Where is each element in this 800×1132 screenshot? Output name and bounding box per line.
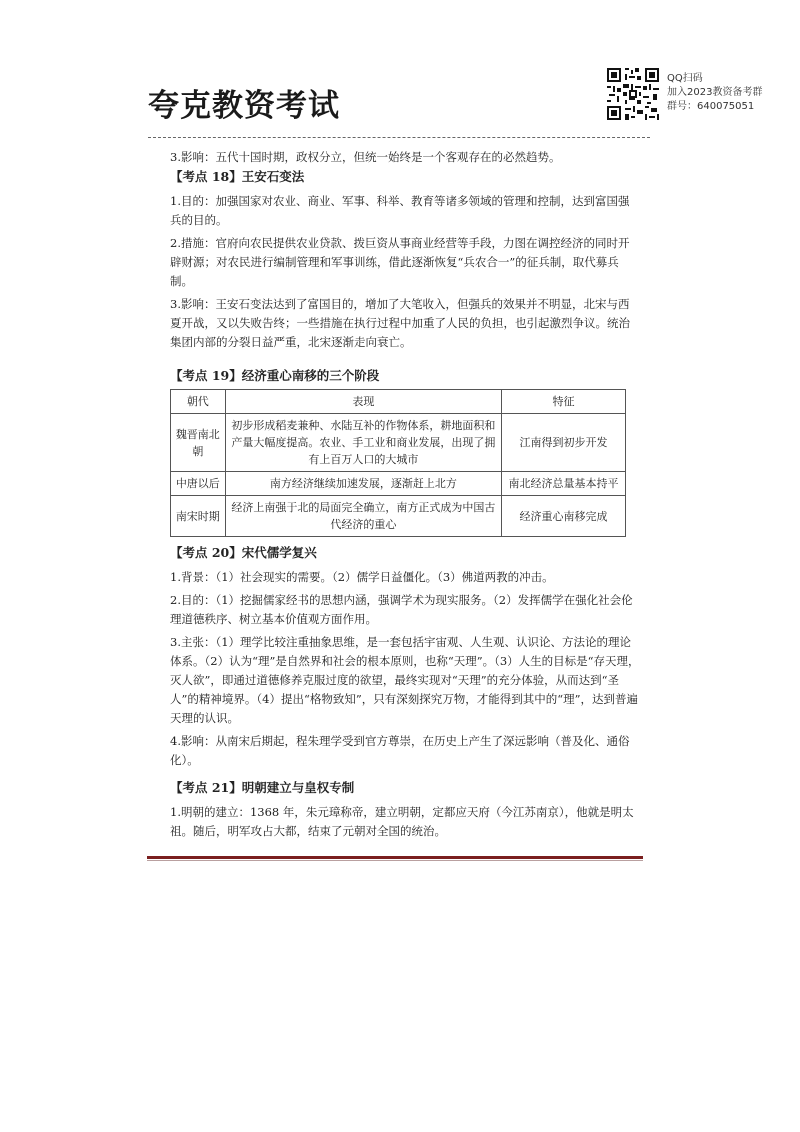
page-header — [0, 0, 800, 140]
footer-divider — [147, 856, 643, 859]
table-header-row — [171, 390, 626, 414]
qr-caption-line-3: 群号：640075051 — [667, 101, 755, 112]
table-cell-dynasty: 中唐以后 — [171, 472, 226, 496]
table-cell-feature: 经济重心南移完成 — [502, 496, 626, 537]
s17-impact: 3.影响：五代十国时期，政权分立，但统一始终是一个客观存在的必然趋势。 — [170, 150, 561, 164]
s18-measures: 2.措施：官府向农民提供农业贷款、拨巨资从事商业经营等手段，力图在调控经济的同时开辟财源；对农民进行编制管理和军事训练，借此逐渐恢复“兵农合一”的征兵制，取代募兵制。 — [170, 236, 630, 288]
qr-caption — [667, 72, 762, 114]
table-cell-performance: 南方经济继续加速发展，逐渐赶上北方 — [225, 472, 501, 496]
table-cell-feature: 南北经济总量基本持平 — [502, 472, 626, 496]
table-header-cell: 表现 — [225, 390, 501, 414]
footer-divider-thin — [147, 860, 643, 861]
table-row — [171, 414, 626, 472]
table-cell-performance: 经济上南强于北的局面完全确立，南方正式成为中国古代经济的重心 — [225, 496, 501, 537]
s18-heading: 【考点 18】王安石变法 — [170, 169, 305, 184]
table-row — [171, 472, 626, 496]
s18-impact: 3.影响：王安石变法达到了富国目的，增加了大笔收入，但强兵的效果并不明显，北宋与西夏开战，又以失败告终；一些措施在执行过程中加重了人民的负担，也引起激烈争议。统治集团内部的分裂日益严重，北宋逐渐走向衰亡。 — [170, 297, 630, 349]
s21-founding: 1.明朝的建立：1368 年，朱元璋称帝，建立明朝，定都应天府（今江苏南京），他就是明太祖。随后，明军攻占大都，结束了元朝对全国的统治。 — [170, 805, 634, 838]
qr-caption-line-1: QQ扫码 — [667, 73, 703, 84]
table-header-cell: 特征 — [502, 390, 626, 414]
table-cell-dynasty: 魏晋南北朝 — [171, 414, 226, 472]
s20-impact: 4.影响：从南宋后期起，程朱理学受到官方尊崇，在历史上产生了深远影响（普及化、通俗化）。 — [170, 734, 630, 767]
s20-background: 1.背景：（1）社会现实的需要。（2）儒学日益僵化。（3）佛道两教的冲击。 — [170, 570, 554, 584]
brand-logo: 夸克教资考试 — [148, 88, 340, 124]
s18-purpose: 1.目的：加强国家对农业、商业、军事、科举、教育等诸多领域的管理和控制，达到富国强兵的目的。 — [170, 194, 630, 227]
table-header-cell: 朝代 — [171, 390, 226, 414]
qr-caption-line-2: 加入2023教资备考群 — [667, 87, 763, 98]
economy-shift-table — [170, 389, 626, 537]
s20-purpose: 2.目的：（1）挖掘儒家经书的思想内涵，强调学术为现实服务。（2）发挥儒学在强化社会伦理道德秩序、树立基本价值观方面作用。 — [170, 593, 633, 626]
table-cell-dynasty: 南宋时期 — [171, 496, 226, 537]
qr-code-icon — [605, 66, 661, 122]
table-row — [171, 496, 626, 537]
s19-heading: 【考点 19】经济重心南移的三个阶段 — [170, 368, 380, 383]
document-body — [170, 148, 640, 841]
s21-heading: 【考点 21】明朝建立与皇权专制 — [170, 780, 355, 795]
table-cell-performance: 初步形成稻麦兼种、水陆互补的作物体系，耕地面积和产量大幅度提高。农业、手工业和商业发展，出现了拥有上百万人口的大城市 — [225, 414, 501, 472]
s20-claims: 3.主张：（1）理学比较注重抽象思维，是一套包括宇宙观、人生观、认识论、方法论的理论体系。（2）认为“理”是自然界和社会的根本原则，也称“天理”。（3）人生的目标是“存天理，灭人欲”，即通过道德修养克服过度的欲望，最终实现对“天理”的充分体验，从而达到“圣人”的精神境界。（4）提出“格物致知”，只有深刻探究万物，才能得到其中的“理”，达到普遍天理的认识。 — [170, 635, 640, 725]
table-cell-feature: 江南得到初步开发 — [502, 414, 626, 472]
s20-heading: 【考点 20】宋代儒学复兴 — [170, 545, 317, 560]
header-dashed-divider — [148, 137, 650, 138]
